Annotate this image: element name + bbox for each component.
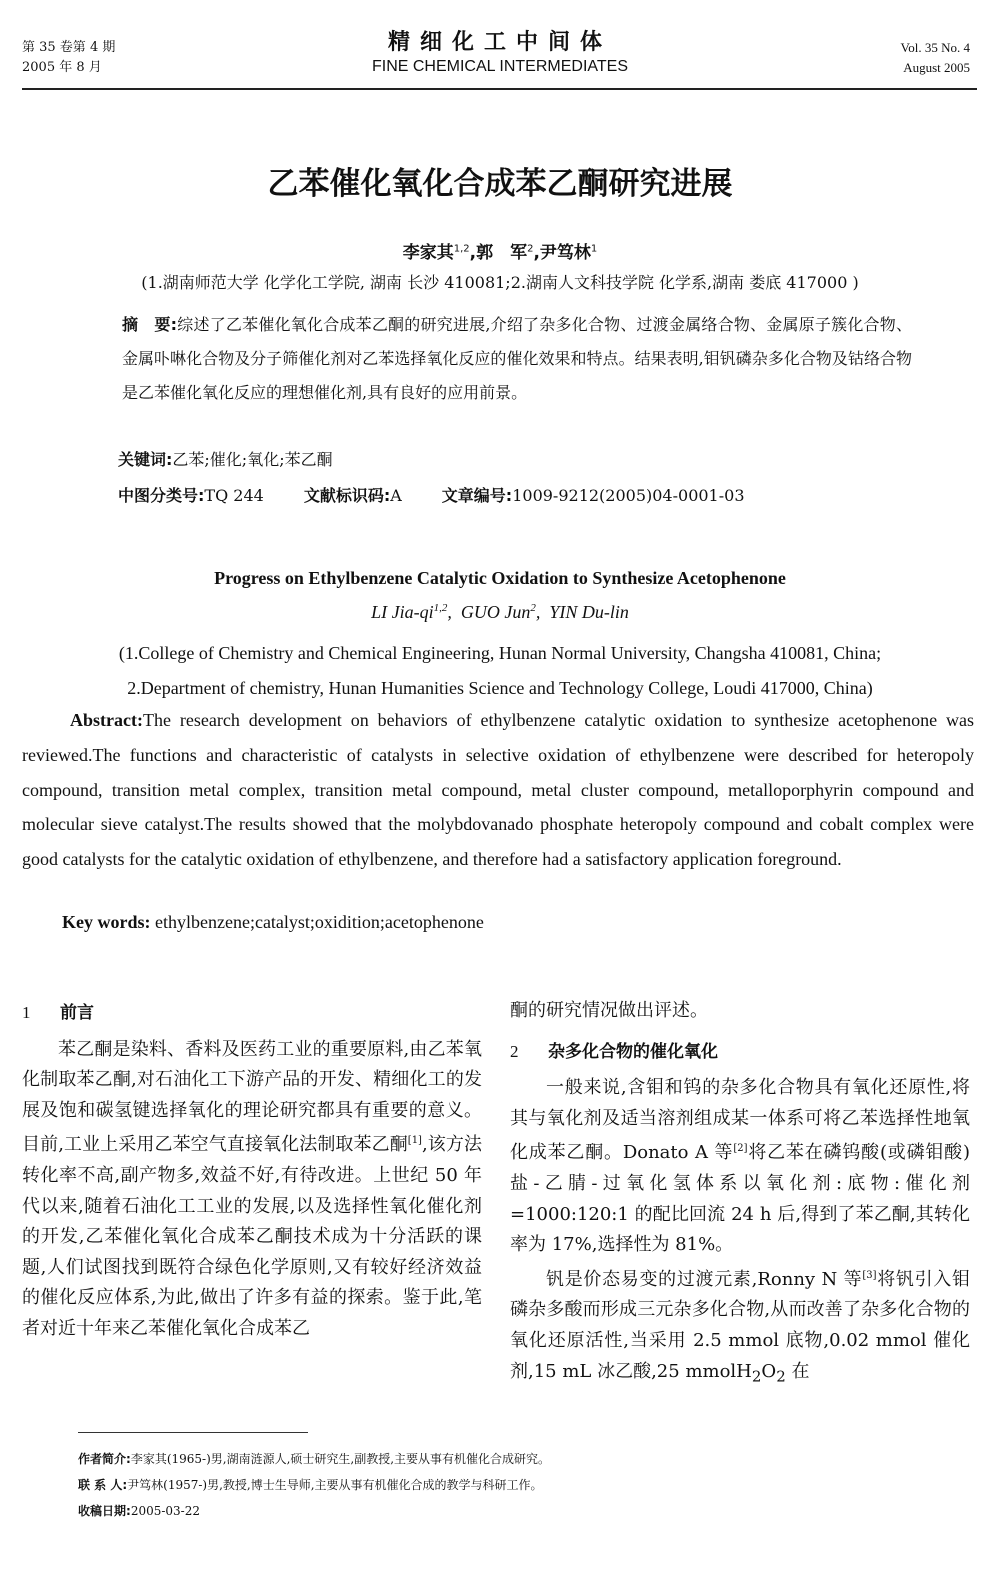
body-column-left [22,996,482,1345]
abstract-en-label: Abstract: [70,710,143,730]
paragraph-text: O [761,1360,777,1382]
footnote-rule [78,1432,308,1433]
reference-mark: [3] [862,1269,877,1281]
footnote-text: 李家其(1965-)男,湖南涟源人,硕士研究生,副教授,主要从事有机催化合成研究。 [130,1452,551,1466]
subscript: 2 [776,1367,786,1386]
abstract-en [22,703,974,877]
paragraph-continuation: 酮的研究情况做出评述。 [510,1000,708,1021]
clc-label: 中图分类号: [118,486,205,505]
abstract-cn-body [82,308,912,410]
abstract-cn-label: 摘 要: [122,315,178,334]
issue-info-en [901,38,970,78]
keywords-cn [118,447,333,470]
author-name: 李家其 [402,243,454,263]
subscript: 2 [751,1367,762,1386]
paragraph-text: 苯乙酮是染料、香料及医药工业的重要原料,由乙苯氧化制取苯乙酮,对石油化工下游产品的开发、精细化工的发展及饱和碳氢键选择氧化的理论研究都具有重要的意义。目前,工业上采用乙苯空气直接氧化法制取苯乙酮 [22,1038,482,1156]
keywords-en-text: ethylbenzene;catalyst;oxidition;acetophenone [155,912,484,932]
affiliation-en-line: (1.College of Chemistry and Chemical Engineering, Hunan Normal University, Changsha 410081, China; [118,643,882,663]
paragraph-text: 将钒引入钼磷杂多酸而形成三元杂多化合物,从而改善了杂多化合物的氧化还原活性,当采用 2.5 mmol 底物,0.02 mmol 催化剂,15 mL 冰乙酸,25 mmolH [510,1268,970,1382]
paper-title-en: Progress on Ethylbenzene Catalytic Oxidation to Synthesize Acetophenone [214,568,786,588]
section-title: 前言 [60,1003,94,1023]
doc-code-label: 文献标识码: [303,486,391,505]
issue-volume: 第 35 卷第 4 期 [22,40,116,55]
section-number: 2 [510,1041,519,1061]
section-heading [510,1037,970,1068]
volume-en: Vol. 35 No. 4 [900,40,970,55]
footnote-text: 尹笃林(1957-)男,教授,博士生导师,主要从事有机催化合成的教学与科研工作。 [127,1478,543,1492]
reference-mark: [1] [407,1135,422,1147]
authors-cn: 李家其$^{1,2}$,郭 军$^2$,尹笃林$^1$ [402,243,598,263]
journal-name-cn: 精细化工中间体 [387,30,612,55]
footnote-text: 2005-03-22 [130,1504,200,1518]
paragraph [510,1073,970,1261]
keywords-cn-text: 乙苯;催化;氧化;苯乙酮 [172,450,333,469]
paragraph-text: 一般来说,含钼和钨的杂多化合物具有氧化还原性,将其与氧化剂及适当溶剂组成某一体系可将乙苯选择性地氧化成苯乙酮。Donato A 等 [510,1077,970,1164]
footnote-label: 收稿日期: [78,1504,131,1518]
footnote-contact [78,1472,958,1498]
author-name: 尹笃林 [539,243,591,263]
author-affil-mark: 1 [590,243,598,255]
section-heading [22,998,482,1029]
article-no-value: 1009-9212(2005)04-0001-03 [512,486,745,505]
authors-en: LI Jia-qi$^{1,2}$, GUO Jun$^2$, YIN Du-lin [371,602,629,622]
reference-mark: [2] [733,1143,748,1155]
author-affil-mark: 2 [527,243,534,255]
header-rule [22,88,977,90]
footnotes [78,1446,958,1524]
author-affil-mark: 2 [530,602,536,614]
footnote-received-date [78,1498,958,1524]
paragraph-text: 在 [785,1360,810,1382]
author-name-en: LI Jia-qi [371,602,434,622]
journal-name-en: FINE CHEMICAL INTERMEDIATES [371,58,629,75]
keywords-cn-label: 关键词: [118,450,173,469]
affiliation-en [30,636,970,706]
keywords-en [62,912,484,933]
abstract-cn [82,308,912,410]
author-affil-mark: 1,2 [433,602,448,614]
abstract-cn-text: 综述了乙苯催化氧化合成苯乙酮的研究进展,介绍了杂多化合物、过渡金属络合物、金属原子簇化合物、金属卟啉化合物及分子筛催化剂对乙苯选择氧化反应的催化效果和特点。结果表明,钼钒磷杂多化合物及钴络合物是乙苯催化氧化反应的理想催化剂,具有良好的应用前景。 [122,315,912,402]
paragraph [22,1035,482,1345]
keywords-en-label: Key words: [62,912,151,932]
author-name-en: GUO Jun [460,602,531,622]
paper-title-cn: 乙苯催化氧化合成苯乙酮研究进展 [267,166,733,202]
paragraph [510,1261,970,1392]
affiliation-en-line: 2.Department of chemistry, Hunan Humanities Science and Technology College, Loudi 417000, China) [127,678,873,698]
journal-name [0,30,1000,78]
body-column-right [510,996,970,1392]
article-no-label: 文章编号: [441,486,513,505]
clc-value: TQ 244 [204,486,264,505]
paragraph-text: ,该方法转化率不高,副产物多,效益不好,有待改进。上世纪 50 年代以来,随着石油化工工业的发展,以及选择性氧化催化剂的开发,乙苯催化氧化合成苯乙酮技术成为十分活跃的课题,人们试图找到既符合绿色化学原则,又有较好经济效益的催化反应体系,为此,做出了许多有益的探索。鉴于此,笔者对近十年来乙苯催化氧化合成苯乙 [22,1134,482,1339]
abstract-en-text: The research development on behaviors of ethylbenzene catalytic oxidation to synthesize acetophenone was reviewed.The functions and characteristic of catalysts in selective oxidation of ethylbenzene were described for heteropoly compound, transition metal complex, transition metal compound, metal cluster compound, metalloporphyrin compound and molecular sieve catalyst.The results showed that the molybdovanado phosphate heteropoly compound and cobalt complex were good catalysts for the catalytic oxidation of ethylbenzene, and therefore had a satisfactory application foreground. [22,710,974,870]
section-number: 1 [22,1003,31,1022]
issue-date: 2005 年 8 月 [22,60,102,75]
section-title: 杂多化合物的催化氧化 [548,1041,718,1062]
paragraph-text: 将乙苯在磷钨酸(或磷钼酸)盐-乙腈-过氧化氢体系以氧化剂:底物:催化剂=1000:120:1 的配比回流 24 h 后,得到了苯乙酮,其转化率为 17%,选择性为 81%。 [510,1142,971,1256]
date-en: August 2005 [903,60,970,75]
footnote-label: 联 系 人: [78,1478,128,1492]
author-name: 郭 军 [476,243,528,263]
author-affil-mark: 1,2 [453,243,470,255]
author-name-en: YIN Du-lin [549,602,629,622]
paragraph-text: 钒是价态易变的过渡元素,Ronny N 等 [546,1268,863,1290]
doc-code-value: A [390,486,402,505]
footnote-label: 作者简介: [78,1452,131,1466]
classification-line [118,483,745,506]
footnote-author-bio [78,1446,958,1472]
affiliation-cn: (1.湖南师范大学 化学化工学院, 湖南 长沙 410081;2.湖南人文科技学院 化学系,湖南 娄底 417000 ) [141,273,859,292]
